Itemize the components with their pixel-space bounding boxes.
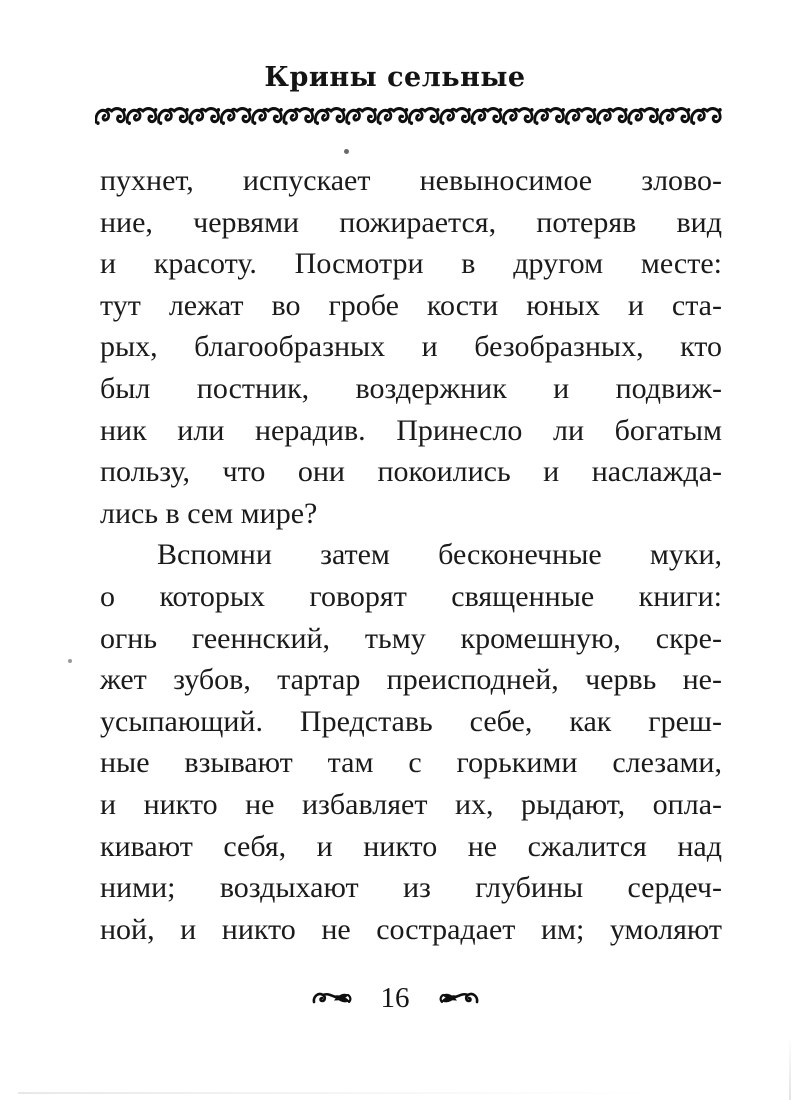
paragraph (100, 534, 722, 950)
scan-artifact (789, 1035, 791, 1100)
text-line: ник или нерадив. Принесло ли богатым (100, 413, 722, 447)
text-line: о которых говорят священные книги: (100, 579, 722, 613)
footer-right-flourish-icon (438, 988, 480, 1010)
footer-left-flourish-icon (311, 988, 353, 1010)
text-line: тут лежат во гробе кости юных и ста- (100, 288, 722, 322)
page-footer (0, 982, 790, 1015)
scan-artifact (18, 1092, 658, 1094)
text-line: лись в сем мире? (100, 496, 318, 530)
text-line: и никто не избавляет их, рыдают, опла- (100, 787, 722, 821)
text-line: ной, и никто не сострадает им; умоляют (100, 912, 722, 946)
scan-artifact (68, 659, 72, 663)
scan-artifact (344, 149, 349, 154)
text-line: жет зубов, тартар преисподней, червь не- (100, 663, 722, 697)
text-line: рых, благообразных и безобразных, кто (100, 330, 722, 364)
text-line: ними; воздыхают из глубины сердеч- (100, 871, 722, 905)
running-header-title: Крины сельные (264, 62, 526, 93)
text-line: Вспомни затем бесконечные муки, (157, 538, 722, 572)
text-line: был постник, воздержник и подвиж- (100, 371, 722, 405)
text-line: и красоту. Посмотри в другом месте: (100, 247, 722, 281)
text-line: кивают себя, и никто не сжалится над (100, 829, 722, 863)
text-line: огнь гееннский, тьму кромешную, скре- (100, 621, 722, 655)
text-line: ные взывают там с горькими слезами, (100, 746, 722, 780)
vine-ornament-divider-icon (95, 101, 722, 132)
body-text (100, 160, 722, 950)
text-line: усыпающий. Представь себе, как греш- (100, 704, 722, 738)
text-line: пухнет, испускает невыносимое злово- (100, 164, 722, 197)
page-number: 16 (380, 982, 410, 1014)
paragraph (100, 160, 722, 534)
text-line: пользу, что они покоились и наслажда- (100, 455, 722, 489)
text-line: ние, червями пожирается, потеряв вид (100, 205, 722, 239)
